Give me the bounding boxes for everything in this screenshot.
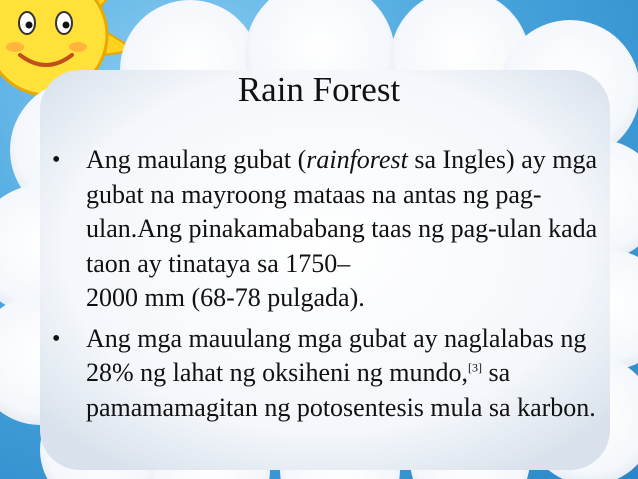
footnote-ref[interactable]: [3] [468,360,483,375]
bullet-item-2 [54,322,614,426]
bullet-item-1 [54,143,614,316]
bullet-1-text-c: 2000 mm (68-78 pulgada). [86,283,365,312]
bullet-2-text-a: Ang mga mauulang mga gubat ay naglalabas ng 28% ng lahat ng oksiheni ng mundo, [86,323,587,387]
bullet-1-text-b: sa Ingles) ay mga gubat na mayroong mataas na antas ng pag-ulan.Ang pinakamababang taas ng pag-ulan kada taon ay tinataya sa 1750– [86,145,598,278]
slide-title: Rain Forest [237,70,401,109]
bullet-dot: • [52,325,61,352]
bullet-dot: • [52,147,61,173]
bullet-list [54,143,614,431]
bullet-1-text-a: Ang maulang gubat ( [86,145,307,174]
bullet-2-text-b: sa pamamamagitan ng potosentesis mula sa karbon. [86,358,596,422]
bullet-1-italic: rainforest [306,145,408,174]
